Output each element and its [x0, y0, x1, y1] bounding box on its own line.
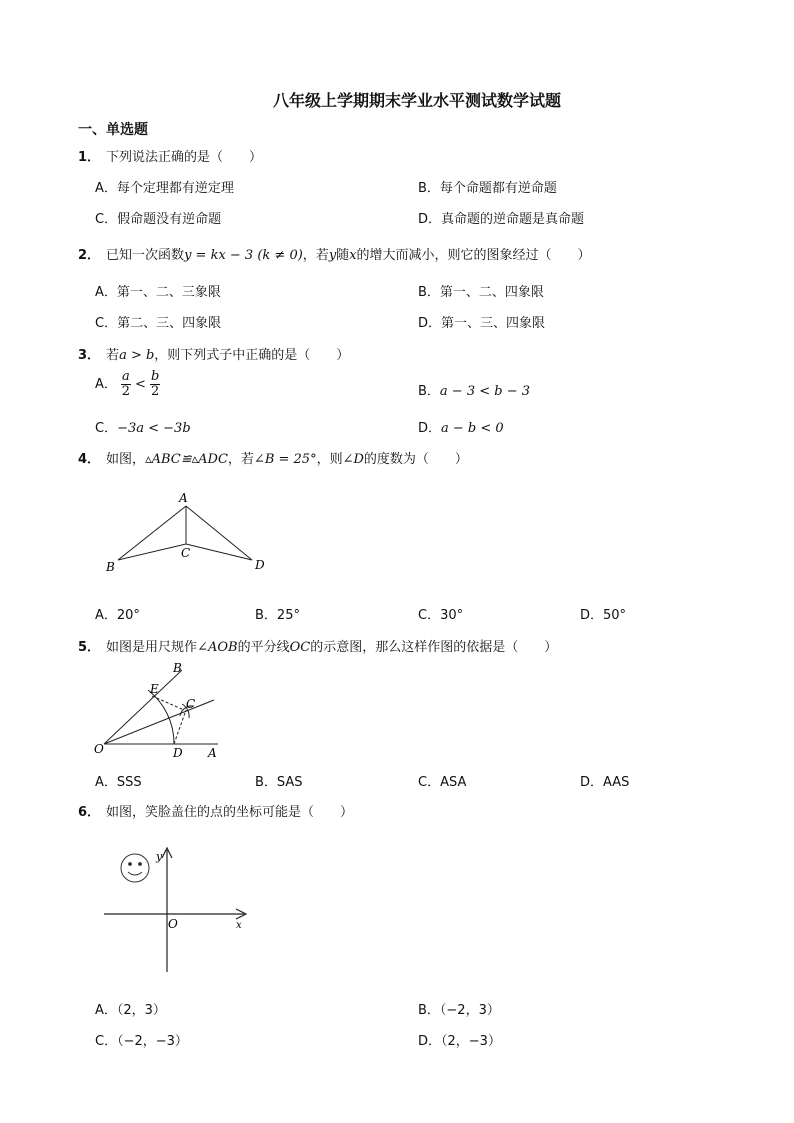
question-number: 1． [78, 150, 101, 165]
smiley-face-icon [121, 854, 149, 882]
option-b[interactable]: B．第一、二、四象限 [418, 285, 544, 300]
question-number: 6． [78, 805, 101, 820]
question-stem: 下列说法正确的是（ ） [106, 150, 263, 165]
option-c[interactable]: C．第二、三、四象限 [95, 316, 222, 331]
label-e: E [150, 682, 159, 696]
question-stem-pre: 已知一次函数 [106, 248, 185, 263]
label-d: D [173, 746, 183, 760]
label-o: O [94, 742, 104, 756]
equation: y = kx − 3 (k ≠ 0) [184, 248, 303, 263]
option-a[interactable]: A．SSS [95, 775, 142, 790]
variable-x: x [349, 248, 357, 263]
label-a: A [179, 491, 188, 505]
question-5: 5． 如图是用尺规作∠AOB的平分线OC的示意图，那么这样作图的依据是（ ） [78, 640, 558, 655]
less-than: < [134, 377, 146, 392]
option-c[interactable]: C．30° [418, 608, 464, 623]
question-stem: 如图，笑脸盖住的点的坐标可能是（ ） [106, 805, 354, 820]
question-6 [78, 801, 353, 820]
question-3 [78, 344, 349, 363]
option-b[interactable]: B．每个命题都有逆命题 [418, 181, 557, 196]
ray-oc: OC [289, 640, 311, 655]
option-a[interactable]: A．（2，3） [95, 1003, 166, 1018]
option-d[interactable]: D．（2，−3） [418, 1034, 501, 1049]
question-number: 5． [78, 640, 101, 655]
option-b[interactable]: B．SAS [255, 775, 303, 790]
question-number: 2． [78, 248, 101, 263]
option-label: A． [95, 377, 117, 392]
congruence: ▵ABC≌▵ADC [145, 452, 228, 467]
option-b[interactable]: B．a − 3 < b − 3 [418, 384, 531, 399]
option-a[interactable]: A．20° [95, 608, 140, 623]
fraction-a-over-2: $\frac{a}{2}$ [121, 369, 131, 399]
label-b: B [106, 560, 115, 574]
label-b: B [173, 661, 182, 675]
section-heading: 一、单选题 [78, 122, 148, 138]
question-number: 4． [78, 452, 101, 467]
question-4: 4． 如图，▵ABC≌▵ADC，若∠B = 25°，则∠D的度数为（ ） [78, 452, 468, 467]
inequality: a > b [119, 348, 155, 363]
label-c: C [181, 546, 191, 560]
question-number: 3． [78, 348, 101, 363]
label-x: x [236, 920, 242, 931]
angle-aob: ∠AOB [197, 640, 238, 655]
variable-y: y [328, 248, 337, 263]
option-b[interactable]: B．（−2，3） [418, 1003, 500, 1018]
label-y: y [156, 850, 163, 863]
page-title: 八年级上学期期末学业水平测试数学试题 [272, 91, 561, 110]
option-c[interactable]: C．ASA [418, 775, 467, 790]
option-c[interactable]: C．−3a < −3b [95, 421, 191, 436]
question-stem-post: 的增大而减小，则它的图象经过（ ） [356, 248, 591, 263]
label-d: D [255, 558, 265, 572]
option-d[interactable]: D．AAS [580, 775, 630, 790]
option-a[interactable] [95, 370, 160, 399]
question-stem-pre: 若 [106, 348, 120, 363]
triangle-figure [100, 488, 280, 578]
option-d[interactable]: D．真命题的逆命题是真命题 [418, 212, 585, 227]
question-1 [78, 146, 262, 165]
angle-bisector-figure [90, 660, 230, 762]
fraction-b-over-2: $\frac{b}{2}$ [151, 369, 160, 399]
label-c: C [186, 697, 196, 711]
question-2 [78, 244, 591, 263]
coordinate-figure [98, 838, 258, 978]
angle-b: ∠B = 25° [253, 452, 317, 467]
angle-d: ∠D [342, 452, 364, 467]
option-d[interactable]: D．50° [580, 608, 627, 623]
label-a: A [208, 746, 217, 760]
option-b[interactable]: B．25° [255, 608, 300, 623]
question-stem-post: ，则下列式子中正确的是（ ） [154, 348, 350, 363]
option-c[interactable]: C．（−2，−3） [95, 1034, 188, 1049]
option-a[interactable]: A．第一、二、三象限 [95, 285, 221, 300]
option-c[interactable]: C．假命题没有逆命题 [95, 212, 222, 227]
question-stem-mid: ，若 [302, 248, 329, 263]
option-d[interactable]: D．a − b < 0 [418, 421, 504, 436]
option-d[interactable]: D．第一、三、四象限 [418, 316, 546, 331]
option-a[interactable]: A．每个定理都有逆定理 [95, 181, 234, 196]
label-o: O [168, 917, 178, 931]
question-stem-mid2: 随 [336, 248, 350, 263]
